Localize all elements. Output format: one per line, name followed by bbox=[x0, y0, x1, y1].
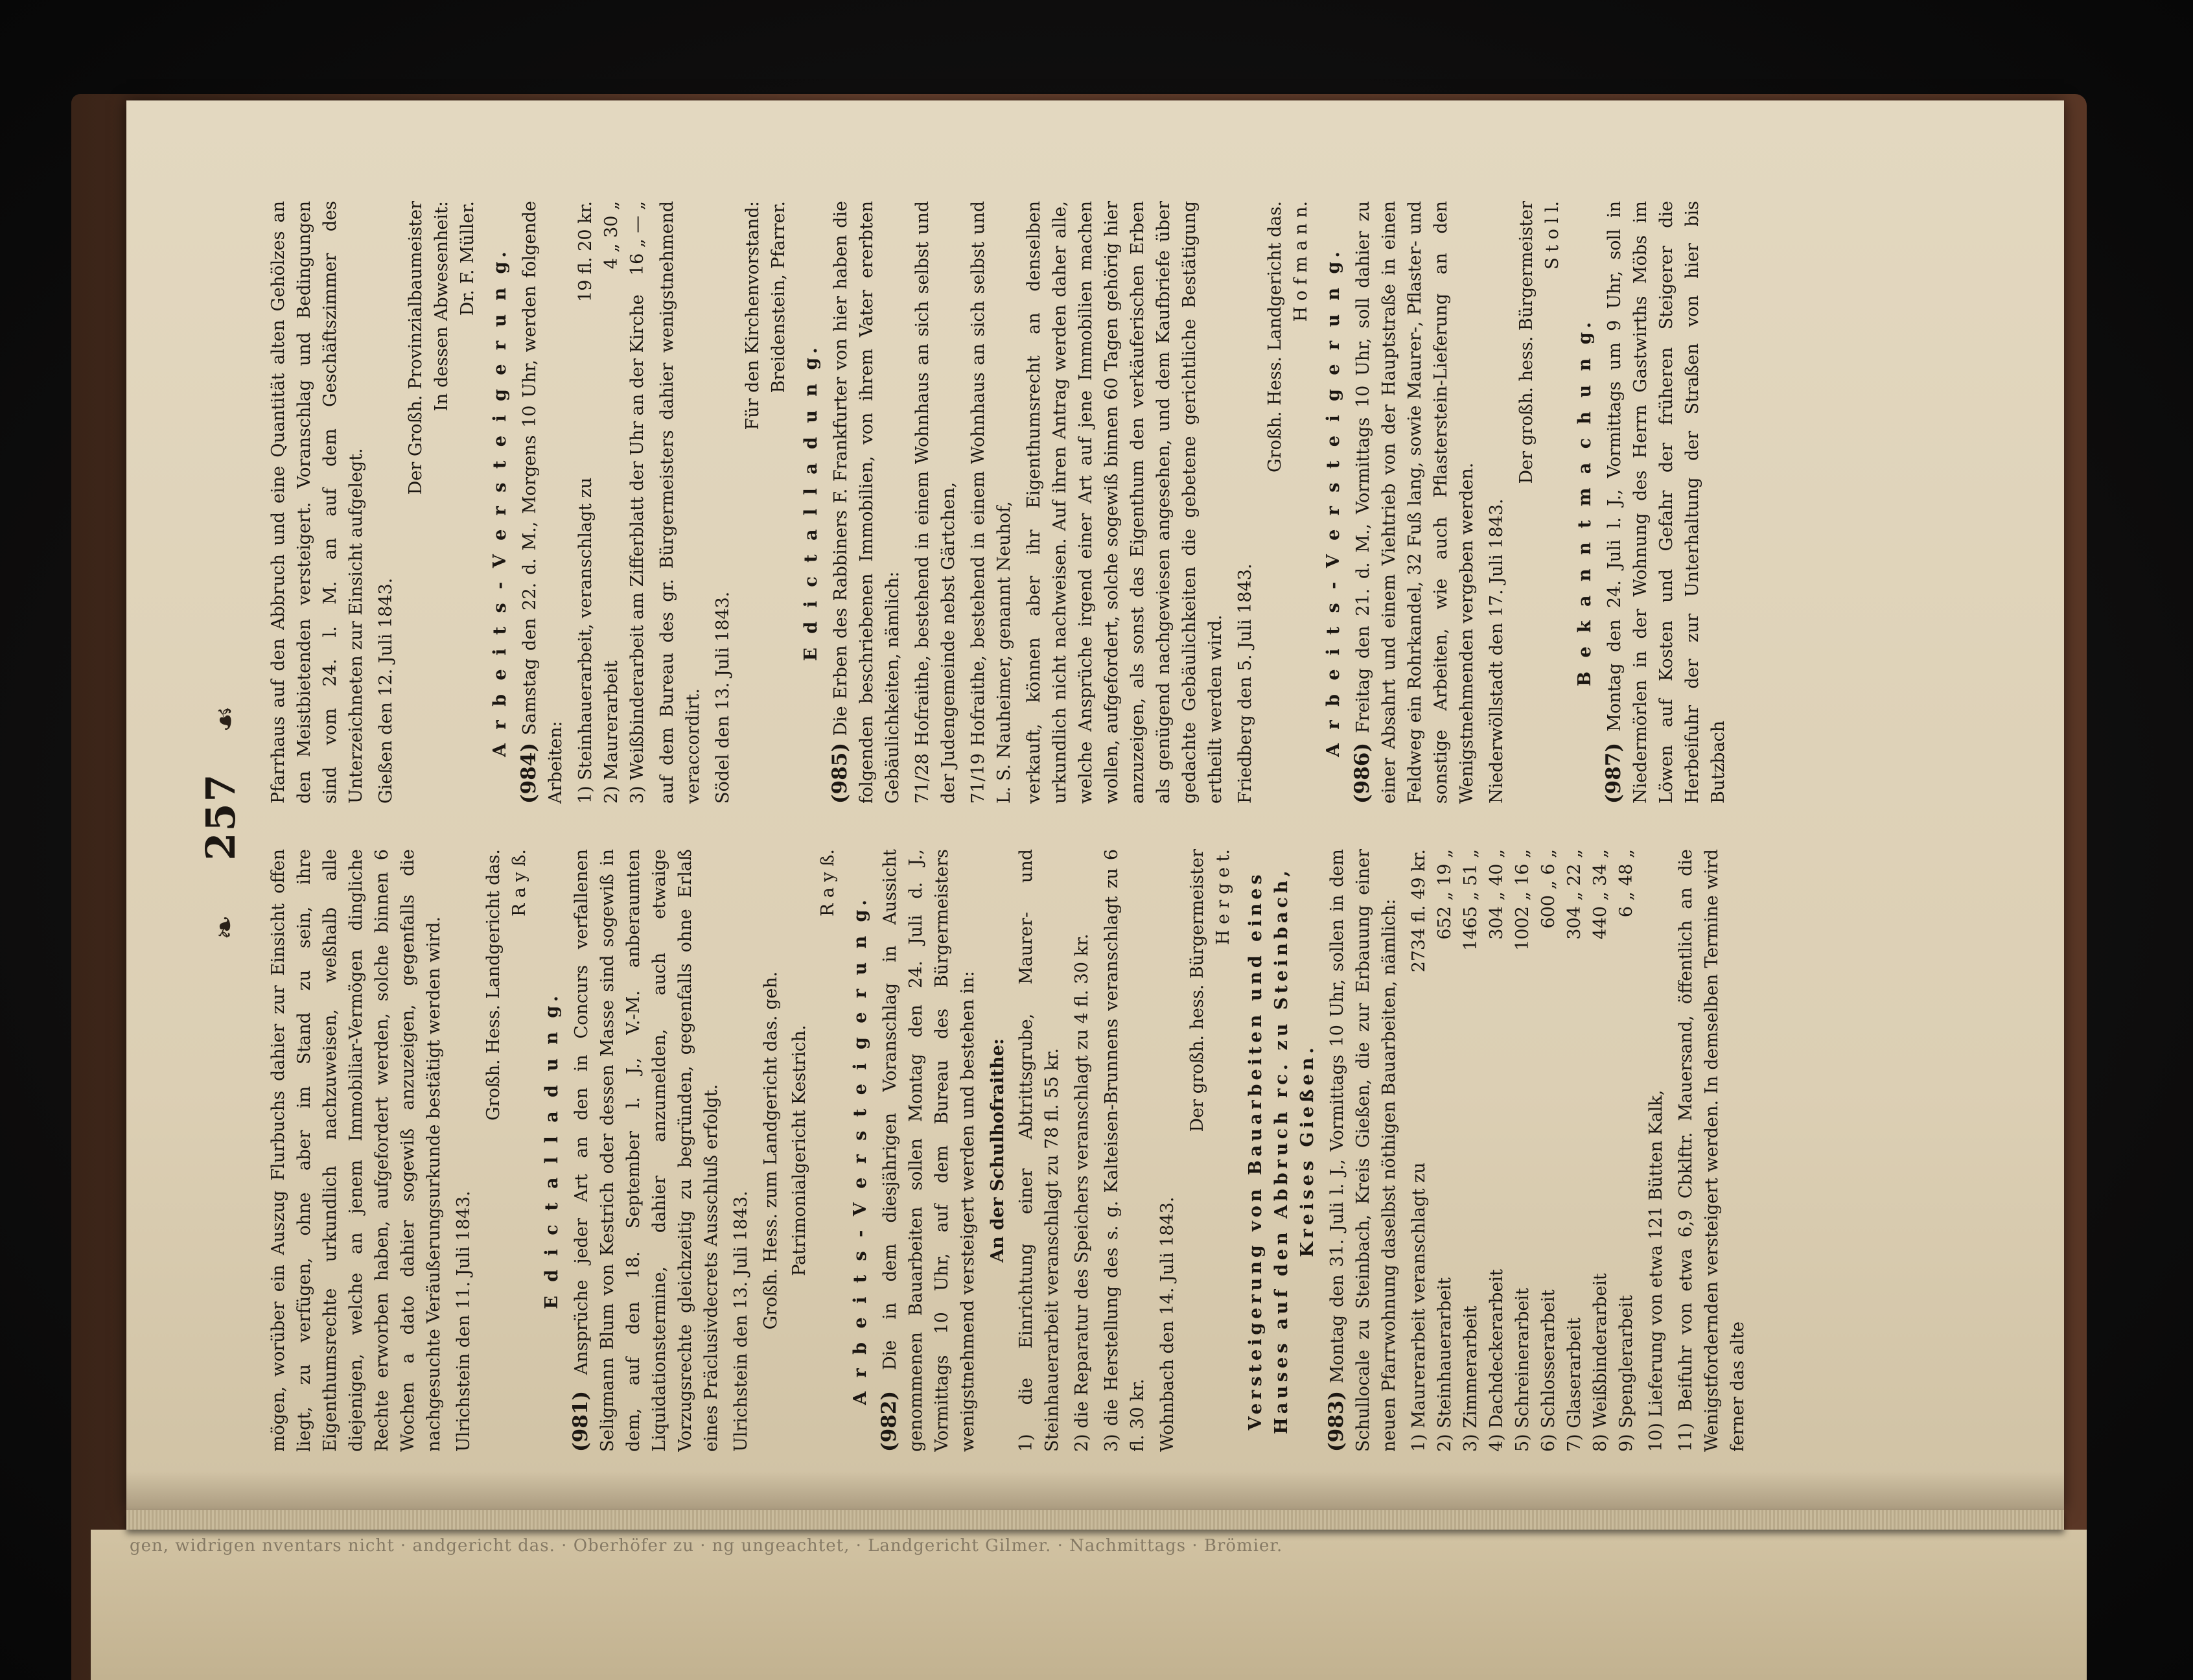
text-run: Der großh. hess. Bürgermeister bbox=[1516, 201, 1537, 484]
signature-line bbox=[1288, 201, 1314, 804]
signature-line bbox=[1540, 201, 1566, 804]
item-amount: 16 „ — „ bbox=[627, 201, 647, 276]
list-item bbox=[1406, 849, 1432, 1452]
book-gutter bbox=[126, 1471, 2064, 1510]
paragraph bbox=[655, 201, 706, 804]
text-run: 11) Beifuhr von etwa 6,9 Cbklftr. Mauersand, öffentlich an die Wenigstfordernden versteigert werden. In demselben Termine wird ferner das alte bbox=[1676, 849, 1748, 1452]
text-run: 71/28 Hofraithe, bestehend in einem Wohnhaus an sich selbst und der Judengemeinde nebst Gärtchen, bbox=[912, 201, 958, 804]
paragraph bbox=[266, 849, 447, 1452]
facing-page bbox=[91, 1530, 2087, 1680]
paragraph bbox=[1349, 201, 1480, 804]
list-item bbox=[1614, 849, 1640, 1452]
paragraph bbox=[1014, 849, 1065, 1452]
text-run: Der großh. hess. Bürgermeister bbox=[1187, 849, 1207, 1132]
text-run: A r b e i t s - V e r s t e i g e r u n g. bbox=[490, 248, 510, 757]
paragraph bbox=[1233, 201, 1259, 804]
list-item bbox=[1458, 849, 1484, 1452]
signature-line bbox=[740, 201, 766, 804]
notice-heading bbox=[1243, 849, 1321, 1452]
text-run: Dr. F. Müller. bbox=[458, 201, 478, 316]
item-amount: 2734 fl. 49 kr. bbox=[1409, 849, 1429, 973]
paragraph bbox=[1673, 849, 1751, 1452]
item-amount: 600 „ 6 „ bbox=[1538, 849, 1559, 929]
item-amount: 440 „ 34 „ bbox=[1590, 849, 1610, 940]
paragraph bbox=[266, 201, 369, 804]
item-amount: 1002 „ 16 „ bbox=[1513, 849, 1533, 951]
list-item bbox=[1562, 849, 1588, 1452]
facing-page-fragments: gen, widrigen nventars nicht · andgericht das. · Oberhöfer zu · ng ungeachtet, · Landgericht Gilmer. · Nachmittags · Brömier. bbox=[130, 1536, 1283, 1556]
paragraph bbox=[1069, 849, 1095, 1452]
signature-line bbox=[1211, 849, 1236, 1452]
list-item bbox=[1588, 849, 1614, 1452]
text-run: S t o l l. bbox=[1542, 201, 1562, 270]
text-run: H e r g e t. bbox=[1213, 849, 1233, 946]
text-run: 1) die Einrichtung einer Abtrittsgrube, Maurer- und Steinhauerarbeit veranschlagt zu 78 fl. 55 kr. bbox=[1016, 849, 1062, 1452]
list-item bbox=[1510, 849, 1536, 1452]
notice-number: (981) bbox=[569, 1390, 592, 1452]
text-run: R a y ß. bbox=[509, 849, 529, 917]
item-amount: 4 „ 30 „ bbox=[601, 201, 621, 270]
text-run: Der Großh. Provinzialbaumeister bbox=[406, 201, 426, 495]
text-run: Gießen den 12. Juli 1843. bbox=[376, 578, 396, 804]
page-number: 257 bbox=[197, 773, 244, 861]
signature-line bbox=[429, 201, 455, 804]
item-label: 6) Schlosserarbeit bbox=[1538, 1289, 1559, 1452]
left-column bbox=[266, 849, 1834, 1452]
notice-heading bbox=[539, 849, 565, 1452]
centered-line bbox=[787, 849, 813, 1452]
notice-number: (987) bbox=[1602, 742, 1625, 804]
right-column bbox=[266, 201, 1834, 804]
text-run: auf dem Bureau des gr. Bürgermeisters dahier wenigstnehmend veraccordirt. bbox=[657, 201, 703, 804]
signature-line bbox=[1185, 849, 1211, 1452]
list-item bbox=[1484, 849, 1510, 1452]
paragraph bbox=[966, 201, 1017, 804]
notice-number: (982) bbox=[877, 1390, 901, 1452]
text-run: 2) die Reparatur des Speichers veranschlagt zu 4 fl. 30 kr. bbox=[1072, 933, 1092, 1452]
notice-heading bbox=[798, 201, 824, 804]
text-run: Für den Kirchenvorstand: bbox=[743, 201, 763, 430]
item-label: 2) Steinhauerarbeit bbox=[1435, 1277, 1455, 1452]
text-run: In dessen Abwesenheit: bbox=[432, 201, 452, 412]
text-run: A r b e i t s - V e r s t e i g e r u n g. bbox=[1323, 248, 1343, 757]
item-amount: 304 „ 22 „ bbox=[1564, 849, 1584, 940]
signature-line bbox=[455, 201, 481, 804]
list-item bbox=[573, 201, 599, 804]
paragraph bbox=[373, 201, 399, 804]
cost-list bbox=[1406, 849, 1640, 1452]
text-run: Patrimonialgericht Kestrich. bbox=[789, 1025, 809, 1276]
text-run: Niederwöllstadt den 17. Juli 1843. bbox=[1487, 498, 1507, 804]
paragraph bbox=[1484, 201, 1510, 804]
text-run: Ansprüche jeder Art an den in Concurs verfallenen Seligmann Blum von Kestrich oder dessen Masse sind sogewiß in dem, auf den 18. September l. J., V.-M. anberaumten Liquidationstermine, dahier anzumelden, auch etwaige Vorzugsrechte gleichzeitig zu begründen, gegenfalls ohne Erlaß eines Präclusivdecrets Ausschluß erfolgt. bbox=[572, 849, 721, 1452]
text-run: Großh. Hess. Landgericht das. bbox=[483, 849, 504, 1121]
centered-line bbox=[758, 849, 784, 1452]
subheading bbox=[985, 849, 1011, 1452]
text-run: 3) die Herstellung des s. g. Kalteisen-Brunnens veranschlagt zu 6 fl. 30 kr. bbox=[1102, 849, 1148, 1452]
cost-list bbox=[573, 201, 651, 804]
item-amount: 6 „ 48 „ bbox=[1616, 849, 1636, 918]
paragraph bbox=[1601, 201, 1732, 804]
item-amount: 652 „ 19 „ bbox=[1435, 849, 1455, 940]
text-run: 10) Lieferung von etwa 121 Bütten Kalk, bbox=[1646, 1090, 1666, 1452]
text-run: Versteigerung von Bauarbeiten und eines Hauses auf den Abbruch rc. zu Steinbach, Kreises Gießen. bbox=[1246, 867, 1317, 1434]
item-label: 1) Maurerarbeit veranschlagt zu bbox=[1409, 1162, 1429, 1452]
text-run: mögen, worüber ein Auszug Flurbuchs dahier zur Einsicht offen liegt, zu verfügen, ohne aber im Stand zu sein, ihre Eigenthumsrechte urkundlich nachzuweisen, weßhalb alle diejenigen, welche an jenem Immobiliar-Vermögen dingliche Rechte erworben haben, aufgefordert werden, solche binnen 6 Wochen a dato dahier sogewiß anzuzeigen, gegenfalls die nachgesuchte Veräußerungsurkunde bestätigt werden wird. bbox=[268, 849, 444, 1452]
notice-heading bbox=[848, 849, 874, 1452]
signature-line bbox=[766, 201, 792, 804]
text-run: Friedberg den 5. Juli 1843. bbox=[1235, 563, 1255, 804]
item-label: 3) Zimmerarbeit bbox=[1461, 1305, 1481, 1452]
paragraph bbox=[910, 201, 962, 804]
signature-line bbox=[815, 849, 841, 1452]
text-run: Montag den 24. Juli l. J., Vormittags um 9 Uhr, soll in Niedermörlen in der Wohnung des Herrn Gastwirths Möbs im Löwen auf Kosten und Gefahr der früheren Steigerer die Herbeifuhr der zur Unterhaltung der Straßen von hier bis Butzbach bbox=[1605, 201, 1728, 804]
printed-page bbox=[188, 181, 1847, 1452]
paragraph bbox=[710, 201, 736, 804]
item-label: 2) Maurerarbeit bbox=[601, 660, 621, 804]
notice-number: (984) bbox=[517, 742, 540, 804]
notice-number: (985) bbox=[828, 742, 852, 804]
signature-line bbox=[507, 849, 533, 1452]
item-amount: 304 „ 40 „ bbox=[1487, 849, 1507, 940]
text-run: Pfarrhaus auf den Abbruch und eine Quantität alten Gehölzes an den Meistbietenden versteigert. Voranschlag und Bedingungen sind vom 24. l. M. an auf dem Geschäftszimmer des Unterzeichneten zur Einsicht aufgelegt. bbox=[268, 201, 366, 804]
text-run: verkauft, können aber ihr Eigenthumsrecht an denselben urkundlich nicht nachweisen. Auf ihren Antrag werden daher alle, welche Ansprüche irgend einer Art auf jene Immobilien machen wollen, aufgefordert, solche sogewiß binnen 60 Tagen gehörig hier anzuzeigen, als sonst das Eigenthum den verkäuferischen Erben als genügend nachgewiesen angesehen, und dem Kaufbriefe über gedachte Gebäulichkeiten die gebetene gerichtliche Bestätigung ertheilt werden wird. bbox=[1024, 201, 1225, 804]
item-amount: 19 fl. 20 kr. bbox=[575, 201, 596, 302]
item-amount: 1465 „ 51 „ bbox=[1461, 849, 1481, 951]
list-item bbox=[1432, 849, 1458, 1452]
text-run: Södel den 13. Juli 1843. bbox=[713, 591, 733, 804]
paragraph bbox=[827, 201, 906, 804]
text-run: Großh. Hess. zum Landgericht das. geh. bbox=[761, 971, 781, 1330]
paragraph bbox=[568, 849, 725, 1452]
text-run: E d i c t a l l a d u n g. bbox=[801, 344, 821, 661]
text-run: A r b e i t s - V e r s t e i g e r u n g. bbox=[850, 896, 870, 1405]
paragraph bbox=[1021, 201, 1229, 804]
text-run: R a y ß. bbox=[818, 849, 838, 917]
paragraph bbox=[451, 849, 477, 1452]
notice-number: (983) bbox=[1325, 1390, 1348, 1452]
list-item bbox=[599, 201, 625, 804]
signature-line bbox=[1262, 201, 1288, 804]
item-label: 3) Weißbinderarbeit am Zifferblatt der Uhr an der Kirche bbox=[627, 294, 647, 804]
text-run: Wohnbach den 14. Juli 1843. bbox=[1157, 1196, 1178, 1452]
page-edges bbox=[126, 1510, 2064, 1530]
signature-line bbox=[403, 201, 429, 804]
paragraph bbox=[1099, 849, 1151, 1452]
signature-line bbox=[481, 849, 507, 1452]
text-run: B e k a n n t m a c h u n g. bbox=[1575, 318, 1595, 686]
text-run: E d i c t a l l a d u n g. bbox=[542, 992, 562, 1309]
text-run: Großh. Hess. Landgericht das. bbox=[1265, 201, 1285, 472]
list-item bbox=[1536, 849, 1562, 1452]
signature-line bbox=[1514, 201, 1540, 804]
text-run: Samstag den 22. d. M., Morgens 10 Uhr, werden folgende Arbeiten: bbox=[520, 201, 566, 804]
text-run: Freitag den 21. d. M., Vormittags 10 Uhr, soll dahier zu einer Absahrt und einem Viehtrieb von der Hauptstraße in einen Feldweg ein Rohrkandel, 32 Fuß lang, sowie Maurer-, Pflaster- und sonstige Arbeiten, wie auch Pflasterstein-Lieferung an den Wenigstnehmenden vergeben werden. bbox=[1353, 201, 1477, 804]
list-item bbox=[625, 201, 651, 804]
text-run: Ulrichstein den 11. Juli 1843. bbox=[454, 1191, 474, 1452]
item-label: 5) Schreinerarbeit bbox=[1513, 1288, 1533, 1452]
text-run: Ulrichstein den 13. Juli 1843. bbox=[731, 1191, 751, 1452]
notice-heading bbox=[487, 201, 513, 804]
paragraph bbox=[516, 201, 569, 804]
notice-heading bbox=[1321, 201, 1347, 804]
text-run: H o f m a n n. bbox=[1291, 201, 1311, 322]
item-label: 7) Glaserarbeit bbox=[1564, 1317, 1584, 1452]
text-run: Die Erben des Rabbiners F. Frankfurter von hier haben die folgenden beschriebenen Immobilien, von ihrem Vater ererbten Gebäulichkeiten, nämlich: bbox=[831, 201, 903, 804]
page-header bbox=[188, 181, 253, 1452]
text-run: An der Schulhofraithe: bbox=[988, 1038, 1008, 1263]
item-label: 4) Dachdeckerarbeit bbox=[1487, 1269, 1507, 1452]
text-run: Breidenstein, Pfarrer. bbox=[769, 201, 789, 393]
text-run: 71/19 Hofraithe, bestehend in einem Wohnhaus an sich selbst und L. S. Nauheimer, genannt Neuhof, bbox=[968, 201, 1014, 804]
item-label: 1) Steinhauerarbeit, veranschlagt zu bbox=[575, 477, 596, 804]
paragraph bbox=[1643, 849, 1669, 1452]
paragraph bbox=[1323, 849, 1402, 1452]
paragraph bbox=[1155, 849, 1181, 1452]
item-label: 9) Spenglerarbeit bbox=[1616, 1295, 1636, 1452]
text-run: Montag den 31. Juli l. J., Vormittags 10 Uhr, sollen in dem Schullocale zu Steinbach, Kreis Gießen, die zur Erbauung einer neuen Pfarrwohnung daselbst nöthigen Bauarbeiten, nämlich: bbox=[1327, 849, 1399, 1452]
ornament-icon: ❧ bbox=[207, 915, 242, 940]
ornament-icon: ☙ bbox=[207, 705, 242, 732]
notice-number: (986) bbox=[1351, 742, 1374, 804]
paragraph bbox=[728, 849, 754, 1452]
notice-heading bbox=[1572, 201, 1598, 804]
item-label: 8) Weißbinderarbeit bbox=[1590, 1273, 1610, 1452]
text-run: Die in dem diesjährigen Voranschlag in Aussicht genommenen Bauarbeiten sollen Montag den 24. Juli d. J., Vormittags 10 Uhr, auf dem Bureau des Bürgermeisters wenigstnehmend versteigert werden und bestehen in: bbox=[880, 849, 978, 1452]
paragraph bbox=[876, 849, 981, 1452]
